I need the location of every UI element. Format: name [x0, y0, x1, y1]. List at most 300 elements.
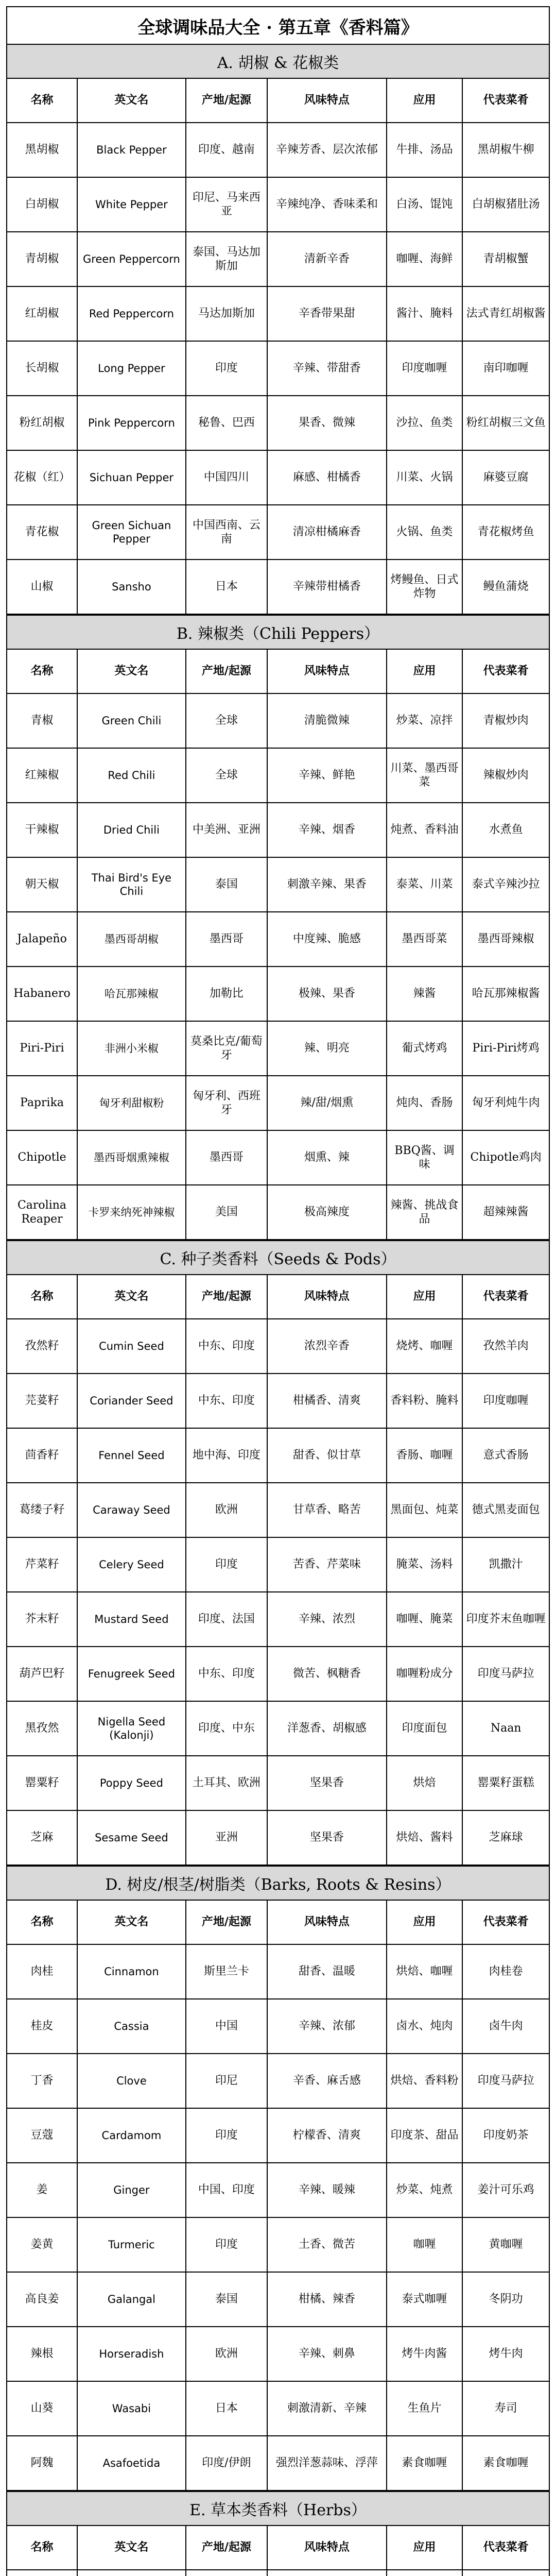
table-row — [7, 1021, 549, 1076]
cell-english-name: Horseradish — [77, 2327, 186, 2381]
cell-signature-dish: 印度芥末鱼咖喱 — [462, 1592, 549, 1647]
cell-origin: 中国、印度 — [186, 2163, 267, 2217]
column-header-flavor: 风味特点 — [267, 78, 387, 123]
table-header-row — [7, 78, 549, 123]
cell-flavor: 辣/甜/烟熏 — [267, 1076, 387, 1130]
cell-name: Piri-Piri — [7, 1021, 77, 1076]
cell-name: 罂粟籽 — [7, 1756, 77, 1810]
cell-origin: 土耳其、欧洲 — [186, 1756, 267, 1810]
table-row — [7, 1810, 549, 1865]
cell-usage: 辣酱 — [387, 967, 463, 1021]
cell-usage: 腌菜、汤料 — [387, 1537, 463, 1592]
cell-signature-dish: Chipotle鸡肉 — [462, 1130, 549, 1185]
spice-table — [6, 1274, 550, 1866]
cell-flavor: 清脆微辣 — [267, 693, 387, 748]
cell-signature-dish: 卤牛肉 — [462, 1999, 549, 2054]
cell-origin: 秘鲁、巴西 — [186, 396, 267, 450]
column-header-flavor: 风味特点 — [267, 1275, 387, 1319]
cell-signature-dish: 罂粟籽蛋糕 — [462, 1756, 549, 1810]
cell-name: 青椒 — [7, 693, 77, 748]
cell-name: 茴香籽 — [7, 1428, 77, 1483]
cell-usage: 沙拉、鱼类 — [387, 396, 463, 450]
cell-flavor: 苦香、芹菜味 — [267, 1537, 387, 1592]
cell-origin: 中东、印度 — [186, 1647, 267, 1701]
cell-name: 姜黄 — [7, 2217, 77, 2272]
cell-name: 葫芦巴籽 — [7, 1647, 77, 1701]
cell-signature-dish: 墨西哥辣椒 — [462, 912, 549, 967]
cell-flavor: 甜香、温暖 — [267, 1944, 387, 1999]
cell-origin: 印度 — [186, 1537, 267, 1592]
section-heading: A. 胡椒 & 花椒类 — [6, 44, 550, 78]
cell-origin: 墨西哥 — [186, 912, 267, 967]
cell-usage: 烘焙、香料粉 — [387, 2054, 463, 2108]
cell-usage: 咖喱粉成分 — [387, 1647, 463, 1701]
column-header-english-name: 英文名 — [77, 78, 186, 123]
cell-flavor: 辛辣纯净、香味柔和 — [267, 177, 387, 232]
cell-origin: 加勒比 — [186, 967, 267, 1021]
column-header-origin: 产地/起源 — [186, 1275, 267, 1319]
cell-usage: 葡式烤鸡 — [387, 1021, 463, 1076]
cell-english-name: Galangal — [77, 2272, 186, 2327]
table-row — [7, 2108, 549, 2163]
cell-signature-dish: 青花椒烤鱼 — [462, 505, 549, 560]
cell-english-name: Cumin Seed — [77, 1319, 186, 1374]
cell-signature-dish: 麻婆豆腐 — [462, 450, 549, 505]
cell-name: 山葵 — [7, 2381, 77, 2436]
cell-english-name: Wasabi — [77, 2381, 186, 2436]
spice-table — [6, 78, 550, 615]
cell-name: 黑孜然 — [7, 1701, 77, 1756]
cell-name: 辣根 — [7, 2327, 77, 2381]
column-header-signature-dish: 代表菜肴 — [462, 1275, 549, 1319]
cell-origin: 中东、印度 — [186, 1374, 267, 1428]
table-row — [7, 1592, 549, 1647]
table-row — [7, 232, 549, 286]
table-row — [7, 341, 549, 396]
cell-signature-dish: 烤牛肉 — [462, 2327, 549, 2381]
cell-english-name: 墨西哥烟熏辣椒 — [77, 1130, 186, 1185]
spice-chapter-page — [6, 6, 550, 2576]
column-header-flavor: 风味特点 — [267, 649, 387, 693]
cell-flavor — [267, 2570, 387, 2576]
cell-origin: 中美洲、亚洲 — [186, 803, 267, 857]
column-header-usage: 应用 — [387, 1900, 463, 1944]
cell-origin: 印度、越南 — [186, 123, 267, 177]
cell-flavor: 坚果香 — [267, 1810, 387, 1865]
spice-table — [6, 2525, 550, 2576]
column-header-origin: 产地/起源 — [186, 649, 267, 693]
column-header-english-name: 英文名 — [77, 2526, 186, 2570]
cell-name: 桂皮 — [7, 1999, 77, 2054]
cell-name: 高良姜 — [7, 2272, 77, 2327]
cell-usage: 炒菜、炖煮 — [387, 2163, 463, 2217]
cell-usage: 炖煮、香料油 — [387, 803, 463, 857]
cell-signature-dish: 肉桂卷 — [462, 1944, 549, 1999]
column-header-name: 名称 — [7, 2526, 77, 2570]
spice-table — [6, 649, 550, 1240]
cell-english-name: Fenugreek Seed — [77, 1647, 186, 1701]
cell-english-name: Poppy Seed — [77, 1756, 186, 1810]
table-row — [7, 693, 549, 748]
cell-flavor: 辣、明亮 — [267, 1021, 387, 1076]
cell-name: Jalapeño — [7, 912, 77, 967]
cell-origin: 美国 — [186, 1185, 267, 1240]
cell-usage: 咖喱 — [387, 2217, 463, 2272]
cell-signature-dish: 匈牙利炖牛肉 — [462, 1076, 549, 1130]
cell-signature-dish: 冬阴功 — [462, 2272, 549, 2327]
cell-flavor: 辛辣、暖辣 — [267, 2163, 387, 2217]
cell-usage: 泰菜、川菜 — [387, 857, 463, 912]
table-row — [7, 803, 549, 857]
cell-usage: 烘焙、酱料 — [387, 1810, 463, 1865]
cell-name: Paprika — [7, 1076, 77, 1130]
cell-signature-dish: 黑胡椒牛柳 — [462, 123, 549, 177]
cell-english-name: Asafoetida — [77, 2436, 186, 2490]
cell-english-name: Celery Seed — [77, 1537, 186, 1592]
cell-flavor: 柑橘香、清爽 — [267, 1374, 387, 1428]
table-row — [7, 2217, 549, 2272]
cell-usage: 烘焙 — [387, 1756, 463, 1810]
column-header-signature-dish: 代表菜肴 — [462, 649, 549, 693]
cell-name: 芹菜籽 — [7, 1537, 77, 1592]
cell-origin: 印度 — [186, 2217, 267, 2272]
sections-container — [6, 44, 550, 2576]
cell-english-name: Sesame Seed — [77, 1810, 186, 1865]
table-row — [7, 967, 549, 1021]
cell-signature-dish: Piri-Piri烤鸡 — [462, 1021, 549, 1076]
cell-english-name: 匈牙利甜椒粉 — [77, 1076, 186, 1130]
cell-flavor: 果香、微辣 — [267, 396, 387, 450]
cell-origin: 中东、印度 — [186, 1319, 267, 1374]
cell-name: 豆蔻 — [7, 2108, 77, 2163]
table-row — [7, 396, 549, 450]
cell-origin: 欧洲 — [186, 2327, 267, 2381]
column-header-name: 名称 — [7, 78, 77, 123]
cell-usage: 咖喱、海鲜 — [387, 232, 463, 286]
table-row — [7, 1999, 549, 2054]
table-row — [7, 450, 549, 505]
cell-origin: 地中海、印度 — [186, 1428, 267, 1483]
cell-name: 孜然籽 — [7, 1319, 77, 1374]
table-row — [7, 1319, 549, 1374]
cell-signature-dish: 黄咖喱 — [462, 2217, 549, 2272]
table-row — [7, 2381, 549, 2436]
cell-usage: 炒菜、凉拌 — [387, 693, 463, 748]
cell-signature-dish: 意式香肠 — [462, 1428, 549, 1483]
cell-signature-dish: 哈瓦那辣椒酱 — [462, 967, 549, 1021]
table-row — [7, 2163, 549, 2217]
cell-usage: 素食咖喱 — [387, 2436, 463, 2490]
cell-name: 丁香 — [7, 2054, 77, 2108]
cell-flavor: 洋葱香、胡椒感 — [267, 1701, 387, 1756]
column-header-usage: 应用 — [387, 649, 463, 693]
cell-english-name: White Pepper — [77, 177, 186, 232]
cell-origin: 泰国、马达加斯加 — [186, 232, 267, 286]
cell-flavor: 甜香、似甘草 — [267, 1428, 387, 1483]
cell-signature-dish: 法式青红胡椒酱 — [462, 286, 549, 341]
cell-flavor: 极高辣度 — [267, 1185, 387, 1240]
cell-english-name: Sansho — [77, 560, 186, 614]
cell-signature-dish: 印度奶茶 — [462, 2108, 549, 2163]
cell-flavor: 浓烈辛香 — [267, 1319, 387, 1374]
cell-origin: 马达加斯加 — [186, 286, 267, 341]
cell-origin: 全球 — [186, 693, 267, 748]
cell-flavor: 强烈洋葱蒜味、浮萍 — [267, 2436, 387, 2490]
cell-origin: 中国四川 — [186, 450, 267, 505]
cell-english-name: Cardamom — [77, 2108, 186, 2163]
cell-name: 粉红胡椒 — [7, 396, 77, 450]
cell-flavor: 甘草香、略苦 — [267, 1483, 387, 1537]
column-header-usage: 应用 — [387, 1275, 463, 1319]
cell-origin — [186, 2570, 267, 2576]
cell-signature-dish: 粉红胡椒三文鱼 — [462, 396, 549, 450]
cell-name: Chipotle — [7, 1130, 77, 1185]
cell-name: 阿魏 — [7, 2436, 77, 2490]
cell-english-name: Green Chili — [77, 693, 186, 748]
cell-origin: 欧洲 — [186, 1483, 267, 1537]
cell-flavor: 辛辣、浓郁 — [267, 1999, 387, 2054]
cell-name — [7, 2570, 77, 2576]
cell-usage: 牛排、汤品 — [387, 123, 463, 177]
cell-signature-dish: 寿司 — [462, 2381, 549, 2436]
table-row — [7, 2436, 549, 2490]
cell-origin: 印度 — [186, 2108, 267, 2163]
table-row — [7, 177, 549, 232]
cell-name: 青花椒 — [7, 505, 77, 560]
cell-origin: 亚洲 — [186, 1810, 267, 1865]
cell-flavor: 柠檬香、清爽 — [267, 2108, 387, 2163]
cell-english-name: Caraway Seed — [77, 1483, 186, 1537]
cell-usage: 香肠、咖喱 — [387, 1428, 463, 1483]
cell-signature-dish: 芝麻球 — [462, 1810, 549, 1865]
cell-signature-dish: 白胡椒猪肚汤 — [462, 177, 549, 232]
cell-flavor: 辛辣、带甜香 — [267, 341, 387, 396]
cell-name: 芥末籽 — [7, 1592, 77, 1647]
column-header-usage: 应用 — [387, 2526, 463, 2570]
cell-signature-dish: 青椒炒肉 — [462, 693, 549, 748]
column-header-flavor: 风味特点 — [267, 1900, 387, 1944]
cell-flavor: 辛香、麻舌感 — [267, 2054, 387, 2108]
cell-english-name: Thai Bird's Eye Chili — [77, 857, 186, 912]
column-header-name: 名称 — [7, 649, 77, 693]
column-header-origin: 产地/起源 — [186, 78, 267, 123]
table-row — [7, 1537, 549, 1592]
cell-usage: 印度茶、甜品 — [387, 2108, 463, 2163]
cell-origin: 墨西哥 — [186, 1130, 267, 1185]
cell-flavor: 麻感、柑橘香 — [267, 450, 387, 505]
cell-signature-dish: Naan — [462, 1701, 549, 1756]
cell-flavor: 坚果香 — [267, 1756, 387, 1810]
cell-signature-dish: 素食咖喱 — [462, 2436, 549, 2490]
cell-flavor: 清新辛香 — [267, 232, 387, 286]
cell-origin: 莫桑比克/葡萄牙 — [186, 1021, 267, 1076]
cell-english-name: 非洲小米椒 — [77, 1021, 186, 1076]
cell-name: 红辣椒 — [7, 748, 77, 803]
table-header-row — [7, 649, 549, 693]
cell-english-name: Cassia — [77, 1999, 186, 2054]
table-row — [7, 912, 549, 967]
cell-english-name: 卡罗来纳死神辣椒 — [77, 1185, 186, 1240]
cell-origin: 印尼、马来西亚 — [186, 177, 267, 232]
cell-signature-dish: 辣椒炒肉 — [462, 748, 549, 803]
cell-name: 芝麻 — [7, 1810, 77, 1865]
cell-usage: 印度面包 — [387, 1701, 463, 1756]
cell-usage: 咖喱、腌菜 — [387, 1592, 463, 1647]
cell-name: 芫荽籽 — [7, 1374, 77, 1428]
cell-flavor: 辛辣、烟香 — [267, 803, 387, 857]
cell-usage: BBQ酱、调味 — [387, 1130, 463, 1185]
cell-signature-dish: 姜汁可乐鸡 — [462, 2163, 549, 2217]
column-header-name: 名称 — [7, 1900, 77, 1944]
cell-english-name: Red Chili — [77, 748, 186, 803]
cell-origin: 匈牙利、西班牙 — [186, 1076, 267, 1130]
cell-english-name: Turmeric — [77, 2217, 186, 2272]
table-row — [7, 1130, 549, 1185]
spice-table — [6, 1900, 550, 2491]
table-row — [7, 1483, 549, 1537]
table-row — [7, 1076, 549, 1130]
section-heading: D. 树皮/根茎/树脂类（Barks, Roots & Resins） — [6, 1866, 550, 1900]
cell-signature-dish: 水煮鱼 — [462, 803, 549, 857]
cell-origin: 印度/伊朗 — [186, 2436, 267, 2490]
cell-english-name: 哈瓦那辣椒 — [77, 967, 186, 1021]
cell-usage: 生鱼片 — [387, 2381, 463, 2436]
table-row — [7, 1647, 549, 1701]
table-row — [7, 1374, 549, 1428]
table-row — [7, 857, 549, 912]
cell-signature-dish: 孜然羊肉 — [462, 1319, 549, 1374]
cell-origin: 印度、中东 — [186, 1701, 267, 1756]
table-header-row — [7, 2526, 549, 2570]
cell-name: 朝天椒 — [7, 857, 77, 912]
table-row — [7, 748, 549, 803]
cell-english-name: Nigella Seed (Kalonji) — [77, 1701, 186, 1756]
cell-english-name — [77, 2570, 186, 2576]
cell-flavor: 极辣、果香 — [267, 967, 387, 1021]
column-header-signature-dish: 代表菜肴 — [462, 2526, 549, 2570]
cell-origin: 中国西南、云南 — [186, 505, 267, 560]
cell-origin: 日本 — [186, 560, 267, 614]
table-header-row — [7, 1275, 549, 1319]
cell-usage: 烧烤、咖喱 — [387, 1319, 463, 1374]
cell-signature-dish: 超辣辣酱 — [462, 1185, 549, 1240]
cell-signature-dish: 鳗鱼蒲烧 — [462, 560, 549, 614]
cell-english-name: Sichuan Pepper — [77, 450, 186, 505]
column-header-flavor: 风味特点 — [267, 2526, 387, 2570]
cell-english-name: 墨西哥胡椒 — [77, 912, 186, 967]
cell-signature-dish: 印度马萨拉 — [462, 2054, 549, 2108]
section-heading: E. 草本类香料（Herbs） — [6, 2491, 550, 2525]
cell-origin: 印度 — [186, 341, 267, 396]
cell-flavor: 清凉柑橘麻香 — [267, 505, 387, 560]
cell-english-name: Coriander Seed — [77, 1374, 186, 1428]
cell-usage: 炖肉、香肠 — [387, 1076, 463, 1130]
cell-origin: 日本 — [186, 2381, 267, 2436]
cell-flavor: 辛香带果甜 — [267, 286, 387, 341]
cell-flavor: 辛辣、浓烈 — [267, 1592, 387, 1647]
cell-flavor: 刺激辛辣、果香 — [267, 857, 387, 912]
cell-flavor: 土香、微苦 — [267, 2217, 387, 2272]
cell-name: 黑胡椒 — [7, 123, 77, 177]
table-row — [7, 2327, 549, 2381]
cell-name: 肉桂 — [7, 1944, 77, 1999]
cell-usage: 墨西哥菜 — [387, 912, 463, 967]
cell-flavor: 辛辣芳香、层次浓郁 — [267, 123, 387, 177]
cell-usage: 酱汁、腌料 — [387, 286, 463, 341]
cell-flavor: 烟熏、辣 — [267, 1130, 387, 1185]
cell-name: Carolina Reaper — [7, 1185, 77, 1240]
table-row — [7, 1701, 549, 1756]
cell-usage: 烤牛肉酱 — [387, 2327, 463, 2381]
cell-name: 山椒 — [7, 560, 77, 614]
cell-name: 长胡椒 — [7, 341, 77, 396]
cell-english-name: Pink Peppercorn — [77, 396, 186, 450]
table-row — [7, 1185, 549, 1240]
table-row — [7, 286, 549, 341]
column-header-english-name: 英文名 — [77, 1900, 186, 1944]
cell-english-name: Black Pepper — [77, 123, 186, 177]
cell-signature-dish: 泰式辛辣沙拉 — [462, 857, 549, 912]
cell-name: 姜 — [7, 2163, 77, 2217]
table-row — [7, 1428, 549, 1483]
cell-flavor: 柑橘、辣香 — [267, 2272, 387, 2327]
cell-name: Habanero — [7, 967, 77, 1021]
cell-usage: 烤鳗鱼、日式炸物 — [387, 560, 463, 614]
table-row — [7, 123, 549, 177]
cell-signature-dish — [462, 2570, 549, 2576]
cell-signature-dish: 南印咖喱 — [462, 341, 549, 396]
cell-name: 青胡椒 — [7, 232, 77, 286]
cell-name: 红胡椒 — [7, 286, 77, 341]
cell-usage: 川菜、墨西哥菜 — [387, 748, 463, 803]
column-header-signature-dish: 代表菜肴 — [462, 78, 549, 123]
cell-signature-dish: 印度马萨拉 — [462, 1647, 549, 1701]
table-row — [7, 505, 549, 560]
cell-flavor: 辛辣、刺鼻 — [267, 2327, 387, 2381]
cell-flavor: 中度辣、脆感 — [267, 912, 387, 967]
cell-usage: 辣酱、挑战食品 — [387, 1185, 463, 1240]
cell-origin: 泰国 — [186, 857, 267, 912]
column-header-origin: 产地/起源 — [186, 1900, 267, 1944]
cell-english-name: Green Peppercorn — [77, 232, 186, 286]
column-header-origin: 产地/起源 — [186, 2526, 267, 2570]
table-row — [7, 2570, 549, 2576]
cell-signature-dish: 印度咖喱 — [462, 1374, 549, 1428]
column-header-english-name: 英文名 — [77, 649, 186, 693]
column-header-signature-dish: 代表菜肴 — [462, 1900, 549, 1944]
column-header-usage: 应用 — [387, 78, 463, 123]
table-row — [7, 1944, 549, 1999]
cell-usage — [387, 2570, 463, 2576]
table-row — [7, 560, 549, 614]
cell-origin: 全球 — [186, 748, 267, 803]
page-title: 全球调味品大全 · 第五章《香料篇》 — [6, 6, 550, 44]
cell-usage: 黑面包、炖菜 — [387, 1483, 463, 1537]
cell-usage: 川菜、火锅 — [387, 450, 463, 505]
section-heading: B. 辣椒类（Chili Peppers） — [6, 615, 550, 649]
cell-usage: 泰式咖喱 — [387, 2272, 463, 2327]
cell-usage: 印度咖喱 — [387, 341, 463, 396]
cell-name: 白胡椒 — [7, 177, 77, 232]
table-row — [7, 1756, 549, 1810]
cell-usage: 火锅、鱼类 — [387, 505, 463, 560]
cell-origin: 泰国 — [186, 2272, 267, 2327]
cell-english-name: Mustard Seed — [77, 1592, 186, 1647]
cell-english-name: Cinnamon — [77, 1944, 186, 1999]
section-heading: C. 种子类香料（Seeds & Pods） — [6, 1240, 550, 1274]
cell-name: 葛缕子籽 — [7, 1483, 77, 1537]
cell-english-name: Long Pepper — [77, 341, 186, 396]
